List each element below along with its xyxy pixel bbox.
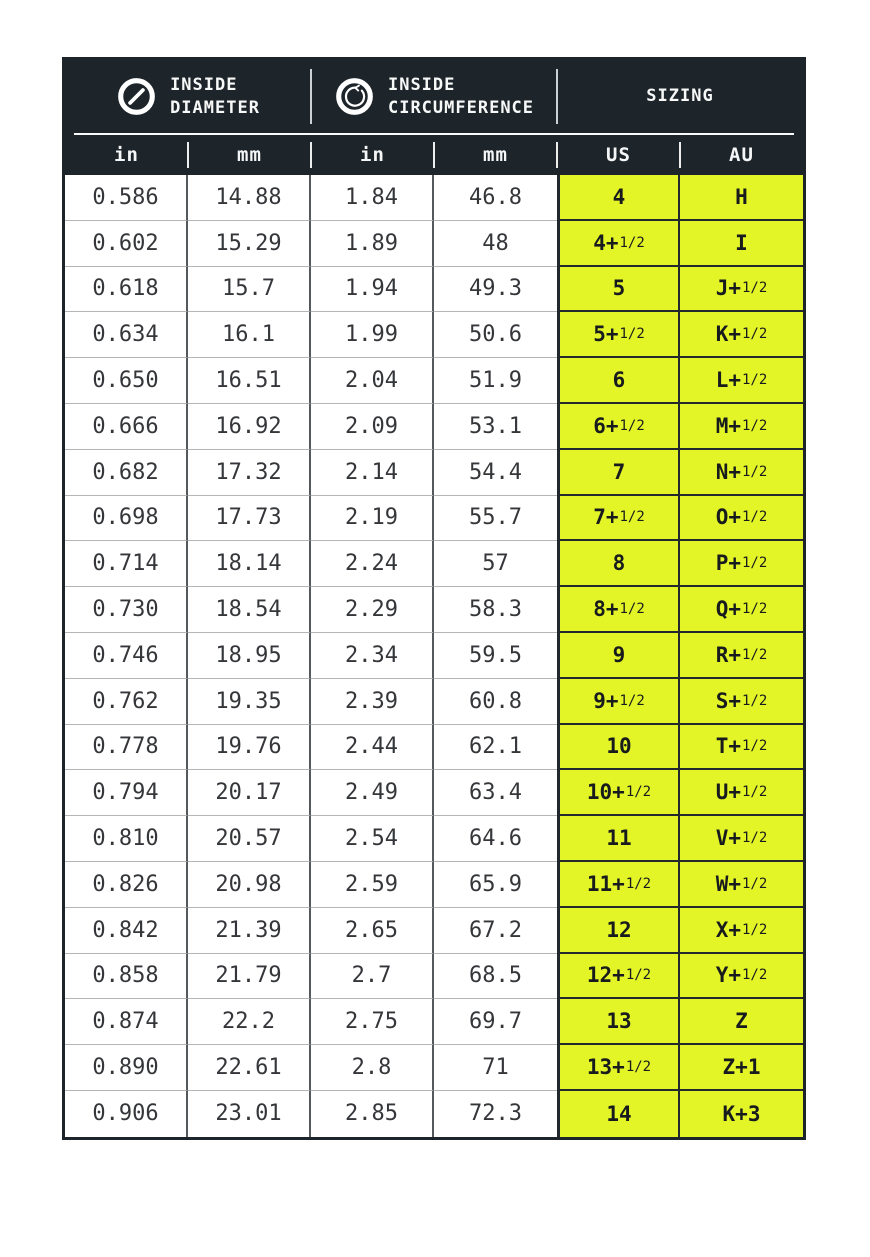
size-fraction: 1/2	[742, 417, 768, 434]
measure-cell: 2.39	[311, 679, 434, 725]
size-cell: Z+1	[680, 1045, 803, 1091]
measure-cell: 0.682	[65, 450, 188, 496]
size-value: 6+	[593, 413, 619, 438]
size-fraction: 1/2	[619, 601, 645, 618]
measure-cell: 50.6	[434, 312, 557, 358]
measure-cell: 2.59	[311, 862, 434, 908]
size-fraction: 1/2	[742, 967, 768, 984]
measure-cell: 18.54	[188, 587, 311, 633]
measure-cell: 0.794	[65, 770, 188, 816]
size-cell: 9	[557, 633, 680, 679]
size-cell	[680, 908, 803, 954]
table-row	[65, 633, 803, 679]
table-row	[65, 1091, 803, 1137]
size-fraction: 1/2	[742, 875, 768, 892]
size-fraction: 1/2	[742, 555, 768, 572]
column-header-mm-3: mm	[434, 135, 557, 175]
measure-cell: 2.14	[311, 450, 434, 496]
size-fraction: 1/2	[742, 509, 768, 526]
measure-cell: 68.5	[434, 954, 557, 1000]
measure-cell: 49.3	[434, 267, 557, 313]
size-value: X+	[715, 917, 741, 942]
size-value: 8+	[593, 597, 619, 622]
measure-cell: 17.32	[188, 450, 311, 496]
measure-cell: 2.85	[311, 1091, 434, 1137]
measure-cell: 17.73	[188, 496, 311, 542]
size-fraction: 1/2	[742, 463, 768, 480]
size-cell	[680, 267, 803, 313]
table-row	[65, 358, 803, 404]
size-value: S+	[715, 688, 741, 713]
size-value: Q+	[715, 597, 741, 622]
measure-cell: 0.698	[65, 496, 188, 542]
table-row	[65, 908, 803, 954]
measure-cell: 2.54	[311, 816, 434, 862]
size-value: N+	[715, 459, 741, 484]
size-cell: K+3	[680, 1091, 803, 1137]
size-cell: 13	[557, 999, 680, 1045]
measure-cell: 18.14	[188, 541, 311, 587]
size-cell	[680, 862, 803, 908]
size-cell	[680, 312, 803, 358]
size-value: P+	[715, 551, 741, 576]
measure-cell: 16.92	[188, 404, 311, 450]
size-fraction: 1/2	[619, 326, 645, 343]
table-row	[65, 175, 803, 221]
measure-cell: 0.650	[65, 358, 188, 404]
size-fraction: 1/2	[742, 692, 768, 709]
table-body	[65, 175, 803, 1137]
measure-cell: 23.01	[188, 1091, 311, 1137]
header-group-label: SIZING	[646, 86, 714, 107]
size-fraction: 1/2	[625, 875, 652, 892]
size-cell	[557, 770, 680, 816]
size-fraction: 1/2	[742, 280, 768, 297]
size-fraction: 1/2	[742, 372, 768, 389]
measure-cell: 0.634	[65, 312, 188, 358]
measure-cell: 0.602	[65, 221, 188, 267]
size-cell	[680, 679, 803, 725]
size-cell	[557, 954, 680, 1000]
measure-cell: 64.6	[434, 816, 557, 862]
table-row	[65, 312, 803, 358]
size-value: J+	[715, 276, 741, 301]
measure-cell: 63.4	[434, 770, 557, 816]
measure-cell: 58.3	[434, 587, 557, 633]
measure-cell: 0.586	[65, 175, 188, 221]
measure-cell: 0.666	[65, 404, 188, 450]
measure-cell: 2.8	[311, 1045, 434, 1091]
measure-cell: 0.890	[65, 1045, 188, 1091]
table-row	[65, 267, 803, 313]
size-value: 12+	[586, 963, 625, 988]
measure-cell: 1.94	[311, 267, 434, 313]
measure-cell: 71	[434, 1045, 557, 1091]
size-cell	[557, 1045, 680, 1091]
measure-cell: 0.826	[65, 862, 188, 908]
header-group-sizing	[557, 60, 803, 133]
measure-cell: 1.99	[311, 312, 434, 358]
table-row	[65, 496, 803, 542]
size-value: T+	[715, 734, 741, 759]
ring-size-chart	[62, 57, 806, 1140]
measure-cell: 2.75	[311, 999, 434, 1045]
size-value: 10+	[586, 780, 625, 805]
measure-cell: 0.858	[65, 954, 188, 1000]
size-fraction: 1/2	[742, 646, 768, 663]
size-cell	[680, 496, 803, 542]
size-cell	[680, 954, 803, 1000]
measure-cell: 72.3	[469, 1101, 522, 1127]
measure-cell: 2.19	[311, 496, 434, 542]
measure-cell: 21.39	[188, 908, 311, 954]
size-cell: 10	[557, 725, 680, 771]
size-cell	[557, 312, 680, 358]
measure-cell: 2.65	[311, 908, 434, 954]
size-cell	[557, 862, 680, 908]
measure-cell: 54.4	[434, 450, 557, 496]
measure-cell: 55.7	[434, 496, 557, 542]
size-cell	[680, 541, 803, 587]
measure-cell: 53.1	[434, 404, 557, 450]
measure-cell: 0.730	[65, 587, 188, 633]
measure-cell: 1.89	[311, 221, 434, 267]
size-cell: 11	[557, 816, 680, 862]
diameter-icon	[116, 76, 157, 117]
measure-cell: 48	[434, 221, 557, 267]
size-fraction: 1/2	[742, 921, 768, 938]
size-cell: 8	[557, 541, 680, 587]
size-value: K+	[715, 322, 741, 347]
column-header-row	[65, 135, 803, 175]
table-row	[65, 221, 803, 267]
measure-cell: 19.35	[188, 679, 311, 725]
measure-cell: 0.714	[65, 541, 188, 587]
size-cell: 12	[557, 908, 680, 954]
header-group-inside-diameter	[65, 60, 311, 133]
size-value: 7+	[593, 505, 619, 530]
size-cell	[680, 633, 803, 679]
size-fraction: 1/2	[742, 784, 768, 801]
measure-cell: 0.746	[65, 633, 188, 679]
size-cell	[680, 358, 803, 404]
header-group-row	[65, 60, 803, 133]
table-row	[65, 587, 803, 633]
measure-cell: 2.24	[311, 541, 434, 587]
column-header-mm-1: mm	[188, 135, 311, 175]
size-value: 11+	[586, 871, 625, 896]
measure-cell: 2.09	[311, 404, 434, 450]
measure-cell: 16.1	[188, 312, 311, 358]
measure-cell: 18.95	[188, 633, 311, 679]
header-group-inside-circumference	[311, 60, 557, 133]
size-fraction: 1/2	[619, 234, 645, 251]
measure-cell: 60.8	[434, 679, 557, 725]
size-value: V+	[715, 826, 741, 851]
table-row	[65, 999, 803, 1045]
size-value: 4+	[593, 230, 619, 255]
measure-cell: 16.51	[188, 358, 311, 404]
column-header-in-2: in	[311, 135, 434, 175]
measure-cell: 21.79	[188, 954, 311, 1000]
size-fraction: 1/2	[625, 1059, 652, 1076]
measure-cell: 46.8	[434, 175, 557, 221]
table-row	[65, 679, 803, 725]
size-value: U+	[715, 780, 741, 805]
measure-cell: 20.17	[188, 770, 311, 816]
table-row	[65, 404, 803, 450]
measure-cell: 22.61	[188, 1045, 311, 1091]
size-cell: 7	[557, 450, 680, 496]
measure-cell: 62.1	[434, 725, 557, 771]
size-fraction: 1/2	[619, 417, 645, 434]
header-group-label: INSIDE DIAMETER	[170, 75, 260, 118]
table-row	[65, 770, 803, 816]
measure-cell: 20.57	[188, 816, 311, 862]
measure-cell: 2.49	[311, 770, 434, 816]
size-cell	[680, 770, 803, 816]
measure-cell: 15.29	[188, 221, 311, 267]
measure-cell: 0.618	[65, 267, 188, 313]
size-cell	[557, 587, 680, 633]
measure-cell: 1.84	[311, 175, 434, 221]
table-row	[65, 725, 803, 771]
measure-cell: 20.98	[188, 862, 311, 908]
size-value: R+	[715, 642, 741, 667]
measure-cell: 57	[434, 541, 557, 587]
table-row	[65, 862, 803, 908]
size-cell	[557, 221, 680, 267]
column-header-us-4: US	[557, 135, 680, 175]
size-cell: 6	[557, 358, 680, 404]
table-row	[65, 954, 803, 1000]
size-value: 13+	[586, 1055, 625, 1080]
size-fraction: 1/2	[742, 830, 768, 847]
size-cell: 14	[557, 1091, 680, 1137]
size-cell: 5	[557, 267, 680, 313]
measure-cell: 2.44	[311, 725, 434, 771]
measure-cell: 0.874	[65, 999, 188, 1045]
measure-cell: 2.04	[311, 358, 434, 404]
size-cell	[680, 587, 803, 633]
size-cell	[557, 679, 680, 725]
measure-cell: 69.7	[434, 999, 557, 1045]
size-fraction: 1/2	[742, 326, 768, 343]
measure-cell: 2.7	[311, 954, 434, 1000]
size-value: Y+	[715, 963, 741, 988]
measure-cell: 2.34	[311, 633, 434, 679]
table-row	[65, 1045, 803, 1091]
size-value: O+	[715, 505, 741, 530]
measure-cell: 15.7	[188, 267, 311, 313]
measure-cell: 67.2	[434, 908, 557, 954]
measure-cell: 0.778	[65, 725, 188, 771]
size-cell	[680, 404, 803, 450]
table-header	[65, 60, 803, 175]
measure-cell: 51.9	[434, 358, 557, 404]
column-header-au-5: AU	[729, 144, 754, 166]
size-value: W+	[715, 871, 741, 896]
size-cell	[557, 404, 680, 450]
table-row	[65, 450, 803, 496]
measure-cell: 0.842	[65, 908, 188, 954]
size-cell: 4	[557, 175, 680, 221]
measure-cell: 0.810	[65, 816, 188, 862]
size-fraction: 1/2	[625, 967, 652, 984]
header-group-label: INSIDE CIRCUMFERENCE	[387, 75, 535, 118]
size-value: L+	[715, 368, 741, 393]
size-fraction: 1/2	[742, 601, 768, 618]
circumference-icon	[334, 76, 375, 117]
size-cell	[680, 725, 803, 771]
measure-cell: 19.76	[188, 725, 311, 771]
table-row	[65, 816, 803, 862]
size-value: M+	[715, 413, 741, 438]
measure-cell: 59.5	[434, 633, 557, 679]
size-cell	[680, 450, 803, 496]
size-fraction: 1/2	[625, 784, 652, 801]
size-cell	[557, 496, 680, 542]
measure-cell: 65.9	[434, 862, 557, 908]
size-cell: Z	[680, 999, 803, 1045]
measure-cell: 22.2	[188, 999, 311, 1045]
size-value: 5+	[593, 322, 619, 347]
column-header-in-0: in	[65, 135, 188, 175]
table-row	[65, 541, 803, 587]
size-fraction: 1/2	[619, 509, 645, 526]
measure-cell: 0.762	[65, 679, 188, 725]
size-fraction: 1/2	[619, 692, 645, 709]
measure-cell: 2.29	[311, 587, 434, 633]
measure-cell: 14.88	[188, 175, 311, 221]
size-cell	[680, 816, 803, 862]
size-cell: H	[680, 175, 803, 221]
size-cell: I	[680, 221, 803, 267]
size-fraction: 1/2	[742, 738, 768, 755]
measure-cell: 0.906	[65, 1091, 188, 1137]
size-value: 9+	[593, 688, 619, 713]
